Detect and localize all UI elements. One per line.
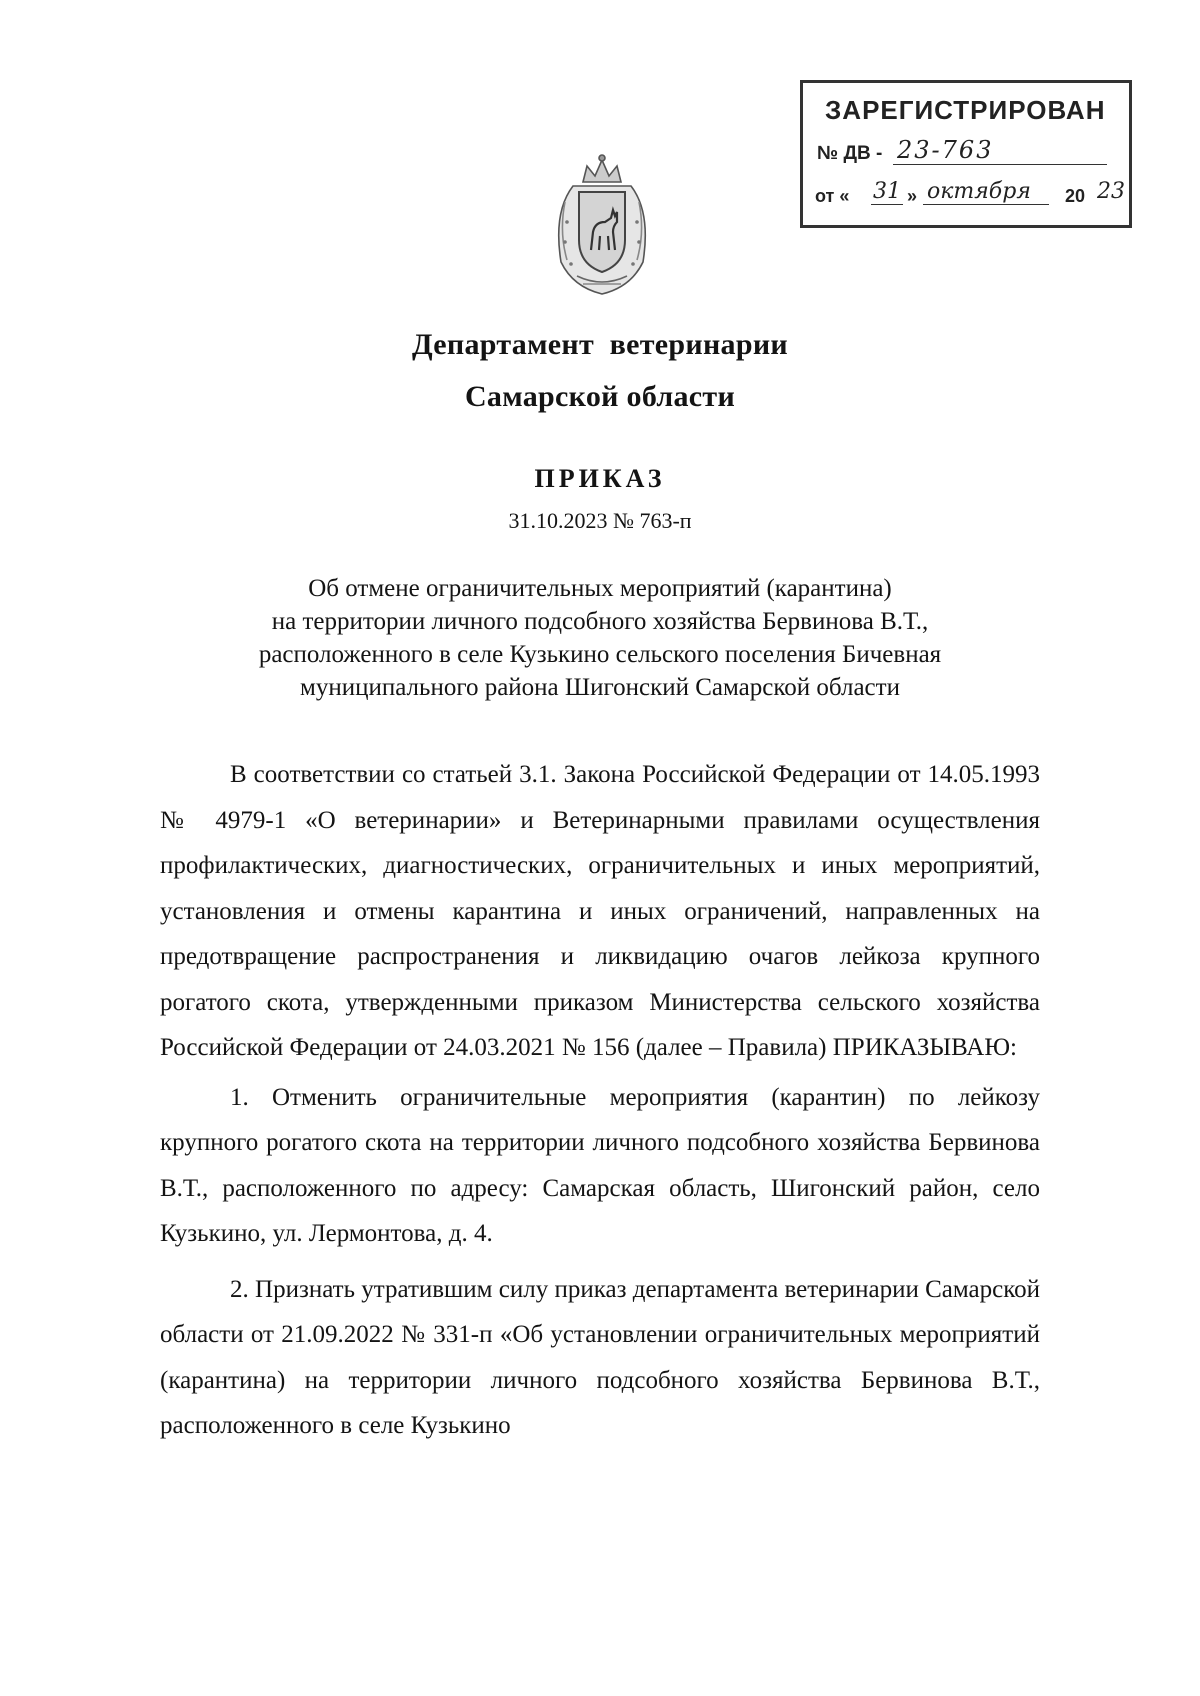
order-subject bbox=[160, 572, 1040, 704]
order-item-1: 1. Отменить ограничительные мероприятия (карантин) по лейкозу крупного рогатого скота на территории личного подсобного хозяйства Бервинова В.Т., расположенного по адресу: Самарская область, Шигонский район, село Кузькино, ул. Лермонтова, д. 4. bbox=[160, 1083, 1040, 1247]
document-body bbox=[160, 752, 1040, 1449]
subject-line: на территории личного подсобного хозяйства Бервинова В.Т., bbox=[271, 608, 929, 635]
stamp-date-year-prefix: 20 bbox=[1065, 186, 1086, 206]
stamp-date-year-handwritten: 23 bbox=[1097, 179, 1125, 204]
order-item-2: 2. Признать утратившим силу приказ департамента ветеринарии Самарской области от 21.09.2022 № 331-п «Об установлении ограничительных мероприятий (карантина) на территории личного подсобного хозяйства Бервинова В.Т., расположенного в селе Кузькино bbox=[160, 1275, 1040, 1439]
stamp-number-prefix: № ДВ - bbox=[817, 143, 883, 164]
stamp-date-prefix: от « bbox=[815, 186, 850, 206]
document-number: 31.10.2023 № 763-п bbox=[508, 508, 692, 533]
subject-line: расположенного в селе Кузькино сельского поселения Бичевная bbox=[258, 641, 942, 668]
registration-stamp bbox=[800, 80, 1132, 228]
subject-line: Об отмене ограничительных мероприятий (карантина) bbox=[308, 575, 892, 602]
stamp-date-month: октября bbox=[923, 179, 1049, 205]
document-type: ПРИКАЗ bbox=[534, 464, 666, 493]
preamble-paragraph: В соответствии со статьей 3.1. Закона Российской Федерации от 14.05.1993 № 4979-1 «О ветеринарии» и Ветеринарными правилами осуществления профилактических, диагностических, ограничительных и иных мероприятий, установления и отмены карантина и иных ограничений, направленных на предотвращение распространения и ликвидацию очагов лейкоза крупного рогатого скота, утвержденными приказом Министерства сельского хозяйства Российской Федерации от 24.03.2021 № 156 (далее – Правила) ПРИКАЗЫВАЮ: bbox=[160, 761, 1040, 1061]
department-name: Департамент ветеринарии bbox=[411, 328, 789, 361]
coat-of-arms-icon bbox=[543, 152, 661, 300]
stamp-number-handwritten: 23-763 bbox=[893, 136, 1107, 165]
department-region: Самарской области bbox=[464, 380, 736, 413]
subject-line: муниципального района Шигонский Самарской области bbox=[300, 674, 900, 701]
stamp-date-day: 31 bbox=[873, 179, 901, 204]
stamp-date-close: » bbox=[907, 186, 918, 206]
stamp-title: ЗАРЕГИСТРИРОВАН bbox=[825, 95, 1106, 125]
